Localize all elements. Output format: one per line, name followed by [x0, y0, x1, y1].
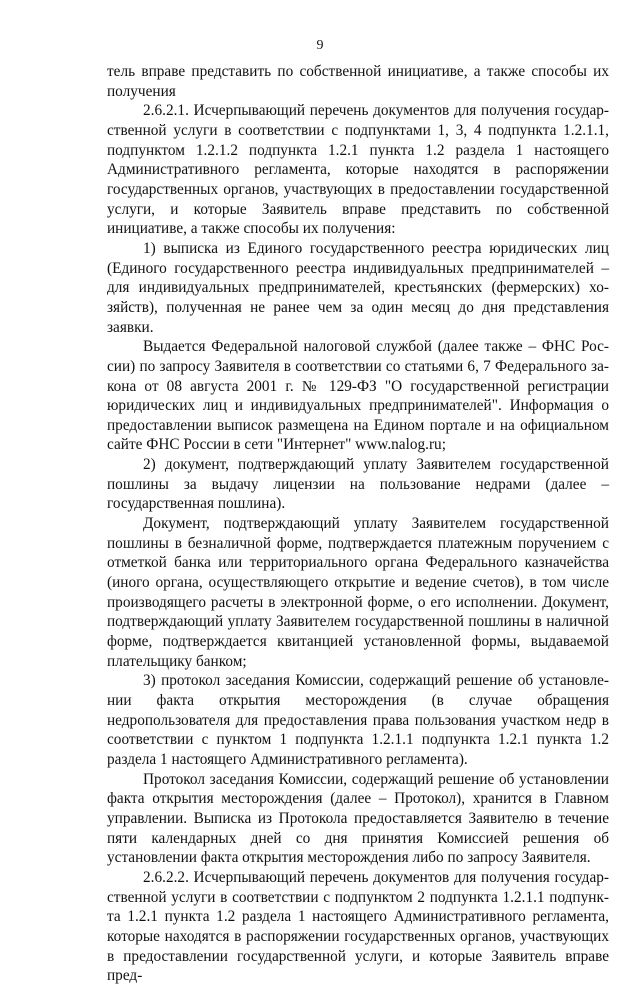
- document-body: [107, 62, 609, 986]
- paragraph-fns-info: Выдается Федеральной налоговой службой (далее также – ФНС России) по запросу Заявителя в соответствии со статьями 6, 7 Федерального закона от 08 августа 2001 г. № 129-ФЗ "О государственной регистрации юридических лиц и индивидуальных предпринимателей". Информация о предоставлении выписок размещена на Едином портале и на официальном сайте ФНС России в сети "Интернет" www.nalog.ru;: [107, 338, 609, 454]
- paragraph-protocol-info: Протокол заседания Комиссии, содержащий решение об установлении факта открытия месторождения (далее – Протокол), хранится в Главном управлении. Выписка из Протокола предоставляется Заявителю в течение пяти календарных дней со дня принятия Комиссией решения об установлении факта открытия месторождения либо по запросу Заявителя.: [107, 770, 609, 867]
- paragraph-item-3: 3) протокол заседания Комиссии, содержащий решение об установлении факта открытия месторождения (в случае обращения недропользователя для предоставления права пользования участком недр в соответствии с пунктом 1 подпункта 1.2.1.1 подпункта 1.2.1 пункта 1.2 раздела 1 настоящего Административного регламента).: [107, 672, 609, 768]
- page-number: 9: [316, 38, 324, 53]
- paragraph-2-6-2-1: 2.6.2.1. Исчерпывающий перечень документов для получения государственной услуги в соответствии с подпунктами 1, 3, 4 подпункта 1.2.1.1, подпунктом 1.2.1.2 подпункта 1.2.1 пункта 1.2 раздела 1 настоящего Административного регламента, которые находятся в распоряжении государственных органов, участвующих в предоставлении государственной услуги, и которые Заявитель вправе представить по собственной инициативе, а также способы их получения:: [107, 102, 609, 238]
- paragraph-item-1: 1) выписка из Единого государственного реестра юридических лиц (Единого государственного реестра индивидуальных предпринимателей – для индивидуальных предпринимателей, крестьянских (фермерских) хозяйств), полученная не ранее чем за один месяц до дня представления заявки.: [107, 239, 609, 336]
- paragraph-payment-info: Документ, подтверждающий уплату Заявителем государственной пошлины в безналичной форме, подтверждается платежным поручением с отметкой банка или территориального органа Федерального казначейства (иного органа, осуществляющего открытие и ведение счетов), в том числе производящего расчеты в электронной форме, о его исполнении. Документ, подтверждающий уплату Заявителем государственной пошлины в наличной форме, подтверждается квитанцией установленной формы, выдаваемой плательщику банком;: [107, 515, 609, 670]
- paragraph-item-2: 2) документ, подтверждающий уплату Заявителем государственной пошлины за выдачу лицензии на пользование недрами (далее – государственная пошлина).: [107, 456, 609, 513]
- paragraph-continuation: тель вправе представить по собственной инициативе, а также способы их получения: [107, 63, 609, 100]
- paragraph-2-6-2-2: 2.6.2.2. Исчерпывающий перечень документов для получения государственной услуги в соответствии с подпунктом 2 подпункта 1.2.1.1 подпункта 1.2.1 пункта 1.2 раздела 1 настоящего Административного регламента, которые находятся в распоряжении государственных органов, участвующих в предоставлении государственной услуги, и которые Заявитель вправе пред-: [107, 868, 609, 985]
